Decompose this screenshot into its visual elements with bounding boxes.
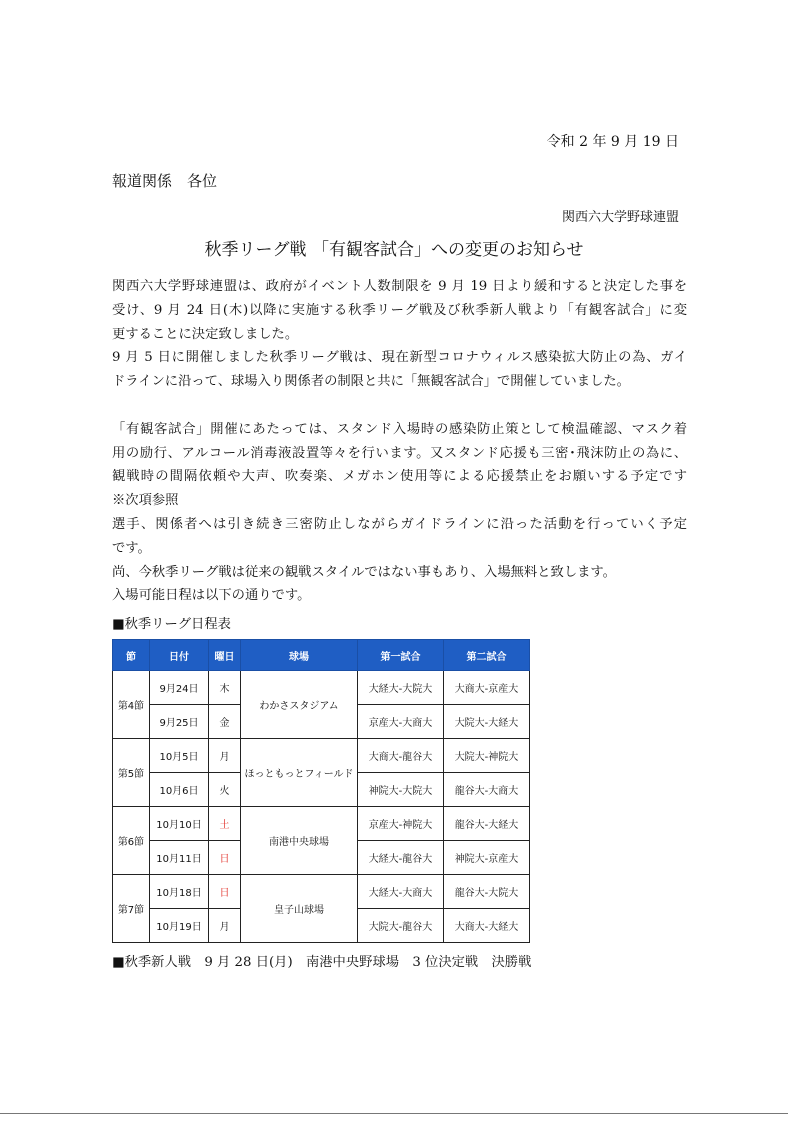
game1-cell: 大商大-龍谷大 bbox=[358, 739, 444, 773]
date-cell: 10月5日 bbox=[150, 739, 209, 773]
body-line: 選手、関係者へは引き続き三密防止しながらガイドラインに沿った活動を行っていく予定 bbox=[112, 516, 687, 532]
venue-cell: 南港中央球場 bbox=[241, 807, 358, 875]
body-line: 関西六大学野球連盟は、政府がイベント人数制限を 9 月 19 日より緩和すると決定した事を bbox=[112, 279, 687, 294]
sender-organization: 関西六大学野球連盟 bbox=[561, 210, 679, 225]
header-date: 日付 bbox=[150, 640, 209, 671]
game2-cell: 神院大-京産大 bbox=[444, 841, 530, 875]
section-cell: 第5節 bbox=[113, 739, 150, 807]
body-line: 更することに決定致しました。 bbox=[112, 326, 299, 342]
date-cell: 9月25日 bbox=[150, 705, 209, 739]
weekday-cell: 金 bbox=[209, 705, 241, 739]
weekday-cell: 日 bbox=[209, 875, 241, 909]
game1-cell: 神院大-大院大 bbox=[358, 773, 444, 807]
venue-cell: わかさスタジアム bbox=[241, 671, 358, 739]
header-section: 節 bbox=[113, 640, 150, 671]
date-cell: 10月10日 bbox=[150, 807, 209, 841]
weekday-cell: 日 bbox=[209, 841, 241, 875]
venue-cell: 皇子山球場 bbox=[241, 875, 358, 943]
body-line: 尚、今秋季リーグ戦は従来の観戦スタイルではない事もあり、入場無料と致します。 bbox=[112, 564, 616, 580]
page-bottom-divider bbox=[0, 1113, 788, 1114]
table-row bbox=[113, 807, 530, 841]
header-game2: 第二試合 bbox=[444, 640, 530, 671]
body-line: ※次項参照 bbox=[112, 493, 179, 509]
section-cell: 第4節 bbox=[113, 671, 150, 739]
game1-cell: 京産大-神院大 bbox=[358, 807, 444, 841]
schedule-header-row bbox=[113, 640, 530, 671]
body-line: 入場可能日程は以下の通りです。 bbox=[112, 588, 311, 604]
body-line: です。 bbox=[112, 540, 151, 556]
addressee: 報道関係 各位 bbox=[112, 172, 218, 190]
body-line: ドラインに沿って、球場入り関係者の制限と共に「無観客試合」で開催していました。 bbox=[112, 374, 630, 390]
schedule-table bbox=[112, 639, 530, 943]
weekday-cell: 木 bbox=[209, 671, 241, 705]
paragraph-spacer bbox=[112, 394, 687, 418]
game1-cell: 大経大-龍谷大 bbox=[358, 841, 444, 875]
game1-cell: 大経大-大院大 bbox=[358, 671, 444, 705]
weekday-cell: 月 bbox=[209, 739, 241, 773]
game2-cell: 大院大-神院大 bbox=[444, 739, 530, 773]
game2-cell: 龍谷大-大商大 bbox=[444, 773, 530, 807]
date-cell: 10月11日 bbox=[150, 841, 209, 875]
table-row bbox=[113, 875, 530, 909]
header-game1: 第一試合 bbox=[358, 640, 444, 671]
game2-cell: 大院大-大経大 bbox=[444, 705, 530, 739]
game1-cell: 大院大-龍谷大 bbox=[358, 909, 444, 943]
game1-cell: 大経大-大商大 bbox=[358, 875, 444, 909]
game2-cell: 龍谷大-大経大 bbox=[444, 807, 530, 841]
body-line: 9 月 5 日に開催しました秋季リーグ戦は、現在新型コロナウィルス感染拡大防止の為、ガイ bbox=[112, 350, 687, 366]
date-cell: 10月18日 bbox=[150, 875, 209, 909]
body-line: 「有観客試合」開催にあたっては、スタンド入場時の感染防止策として検温確認、マスク着 bbox=[112, 421, 687, 437]
date-cell: 10月19日 bbox=[150, 909, 209, 943]
schedule-heading: ■秋季リーグ日程表 bbox=[112, 617, 231, 632]
weekday-cell: 月 bbox=[209, 909, 241, 943]
table-row bbox=[113, 671, 530, 705]
date-cell: 10月6日 bbox=[150, 773, 209, 807]
date-cell: 9月24日 bbox=[150, 671, 209, 705]
body-text bbox=[112, 275, 687, 608]
section-cell: 第7節 bbox=[113, 875, 150, 943]
header-weekday: 曜日 bbox=[209, 640, 241, 671]
game1-cell: 京産大-大商大 bbox=[358, 705, 444, 739]
body-line: 受け、9 月 24 日(木)以降に実施する秋季リーグ戦及び秋季新人戦より「有観客試合」に変 bbox=[112, 302, 687, 318]
document-date: 令和 2 年 9 月 19 日 bbox=[546, 134, 679, 150]
document-title: 秋季リーグ戦 「有観客試合」への変更のお知らせ bbox=[204, 240, 584, 260]
section-cell: 第6節 bbox=[113, 807, 150, 875]
header-venue: 球場 bbox=[241, 640, 358, 671]
table-row bbox=[113, 739, 530, 773]
body-line: 用の励行、アルコール消毒液設置等々を行います。又スタンド応援も三密･飛沫防止の為に、 bbox=[112, 445, 687, 461]
rookie-tournament-note: ■秋季新人戦 9 月 28 日(月) 南港中央野球場 3 位決定戦 決勝戦 bbox=[112, 955, 532, 970]
weekday-cell: 火 bbox=[209, 773, 241, 807]
game2-cell: 龍谷大-大院大 bbox=[444, 875, 530, 909]
venue-cell: ほっともっとフィールド bbox=[241, 739, 358, 807]
game2-cell: 大商大-京産大 bbox=[444, 671, 530, 705]
game2-cell: 大商大-大経大 bbox=[444, 909, 530, 943]
weekday-cell: 土 bbox=[209, 807, 241, 841]
body-line: 観戦時の間隔依頼や大声、吹奏楽、メガホン使用等による応援禁止をお願いする予定です bbox=[112, 469, 687, 485]
